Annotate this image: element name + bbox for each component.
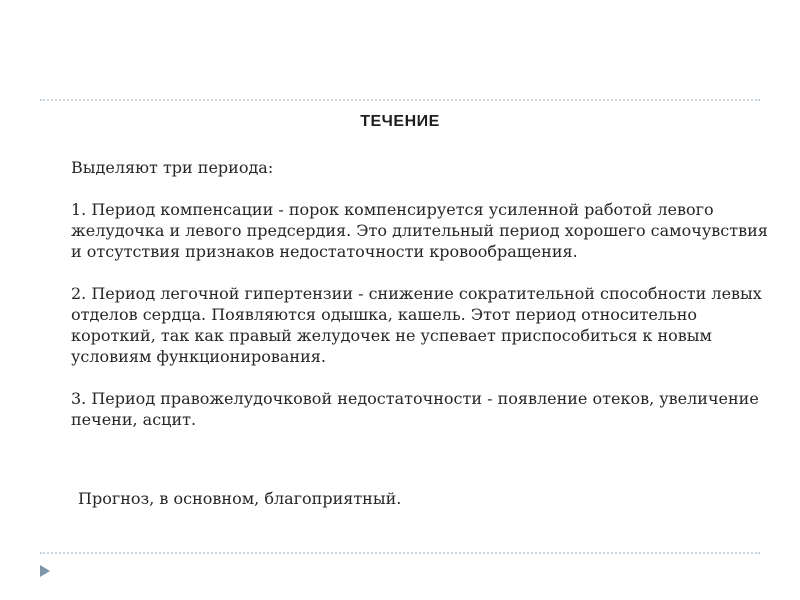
spacer	[71, 178, 771, 199]
slide-content	[71, 157, 771, 430]
slide-title: ТЕЧЕНИЕ	[360, 113, 440, 130]
spacer	[71, 262, 771, 283]
prognosis-text: Прогноз, в основном, благоприятный.	[78, 489, 402, 508]
period-2-text: 2. Период легочной гипертензии - снижение сократительной способности левых отделов сердца. Появляются одышка, кашель. Этот период относительно короткий, так как правый желудочек не успевает приспособиться к новым условиям функционирования.	[71, 284, 762, 366]
period-1-text: 1. Период компенсации - порок компенсируется усиленной работой левого желудочка и левого предсердия. Это длительный период хорошего самочувствия и отсутствия признаков недостаточности кровообращения.	[71, 200, 768, 261]
bottom-divider	[40, 552, 760, 554]
top-divider	[40, 99, 760, 101]
period-3-text: 3. Период правожелудочковой недостаточности - появление отеков, увеличение печени, асцит.	[71, 389, 759, 429]
intro-text: Выделяют три периода:	[71, 158, 274, 177]
spacer	[71, 367, 771, 388]
triangle-right-icon[interactable]	[40, 565, 50, 577]
